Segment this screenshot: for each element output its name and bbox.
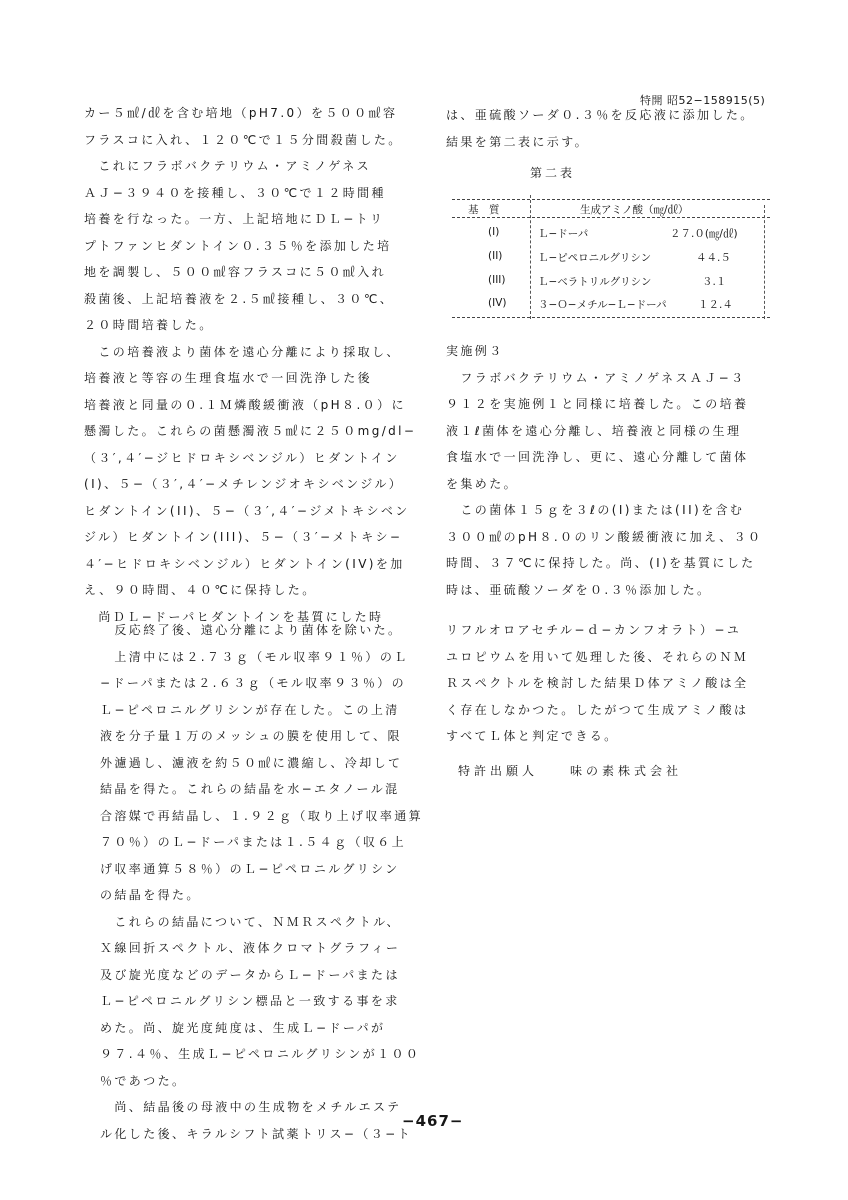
table-row-id: (II) (488, 250, 503, 262)
table-header-substrate: 基 質 (468, 204, 500, 216)
table-row-value: ３.１ (702, 276, 727, 288)
table-title: 第二表 (530, 166, 576, 180)
text-line: Ｒスペクトルを検討した結果Ｄ体アミノ酸は全 (446, 676, 749, 690)
text-line: 及び旋光度などのデータからＬ−ドーパまたは (100, 967, 400, 982)
table-row-id: (I) (488, 226, 500, 238)
text-line: ９７.４％、生成Ｌ−ピペロニルグリシンが１００ (100, 1047, 421, 1061)
text-line: プトファンヒダントイン０.３５％を添加した培 (84, 238, 392, 253)
text-line: めた。尚、旋光度純度は、生成Ｌ−ドーパが (100, 1020, 386, 1035)
table-divider (764, 205, 765, 319)
bottom-left-column (100, 617, 430, 1147)
table-rule (452, 317, 770, 318)
text-line: これにフラボバクテリウム・アミノゲネス (84, 159, 372, 173)
text-line: え、９０時間、４０℃に保持した。 (84, 583, 317, 597)
text-line: Ｌ−ピペロニルグリシン標品と一致する事を求 (100, 994, 400, 1008)
text-line: 尚、結晶後の母液中の生成物をメチルエステ (100, 1100, 402, 1114)
text-line: 殺菌後、上記培養液を２.５㎖接種し、３０℃、 (84, 291, 395, 306)
text-line: ２０時間培養した。 (84, 318, 214, 332)
text-line: 培養を行なった。一方、上記培地にＤＬ−トリ (84, 212, 385, 226)
example3-section (446, 338, 776, 603)
text-line: 外濾過し、濾液を約５０㎖に濃縮し、冷却して (100, 755, 403, 770)
table-row-value: １２.４ (698, 299, 733, 311)
table-row-name: Ｌ−ドーパ (538, 228, 589, 240)
text-line: これらの結晶について、ＮＭＲスペクトル、 (100, 914, 401, 929)
table-rule (452, 217, 770, 218)
bottom-right-column (446, 617, 776, 750)
text-line: 合溶媒で再結晶し、１.９２ｇ（取り上げ収率通算 (100, 808, 424, 823)
text-line: フラボバクテリウム・アミノゲネスＡＪ−３ (446, 370, 746, 385)
text-line: ヒダントイン(II)、５−（３′,４′−ジメトキシベン (84, 503, 410, 518)
text-line: ル化した後、キラルシフト試薬トリス−（３−ト (100, 1126, 413, 1141)
text-line: Ｘ線回折スペクトル、液体クロマトグラフィー (100, 941, 401, 955)
text-line: 液を分子量１万のメッシュの膜を使用して、限 (100, 729, 402, 743)
text-line: 反応終了後、遠心分離により菌体を除いた。 (100, 623, 403, 637)
text-line: すべてＬ体と判定できる。 (446, 729, 619, 743)
table-rule (452, 199, 770, 200)
table-row-id: (IV) (488, 297, 507, 309)
text-line: Ｌ−ピペロニルグリシンが存在した。この上清 (100, 702, 400, 717)
text-line: ユロピウムを用いて処理した後、それらのＮＭ (446, 649, 749, 664)
applicant-signature: 特許出願人 味の素株式会社 (458, 764, 683, 778)
text-line: 結果を第二表に示す。 (446, 134, 590, 149)
text-line: ７０％）のＬ−ドーパまたは１.５４ｇ（収６上 (100, 835, 407, 849)
text-line: 時間、３７℃に保持した。尚、(I)を基質にした (446, 556, 756, 570)
amino-acid-table (452, 195, 770, 319)
text-line: ４′−ヒドロキシベンジル）ヒダントイン(IV)を加 (84, 556, 405, 571)
text-line: は、亜硫酸ソーダ０.３％を反応液に添加した。 (446, 108, 755, 122)
text-line: ジル）ヒダントイン(III)、５−（３′−メトキシ− (84, 530, 403, 544)
text-line: カー５㎖/㎗を含む培地（pH7.0）を５００㎖容 (84, 106, 398, 120)
text-line: −ドーパまたは２.６３ｇ（モル収率９３％）の (100, 676, 407, 690)
top-right-intro (446, 102, 776, 155)
text-line: 食塩水で一回洗浄し、更に、遠心分離して菌体 (446, 450, 749, 464)
text-line: この培養液より菌体を遠心分離により採取し、 (84, 344, 401, 359)
table-row-value: ４４.５ (696, 252, 731, 264)
top-left-column (84, 100, 417, 630)
text-line: ％であつた。 (100, 1073, 187, 1088)
table-header-product: 生成アミノ酸（㎎/㎗） (580, 204, 689, 216)
text-line: 液１ℓ菌体を遠心分離し、培養液と同様の生理 (446, 423, 742, 438)
example-heading: 実施例３ (446, 344, 504, 358)
text-line: リフルオロアセチル−ｄ−カンフオラト）−ユ (446, 623, 742, 637)
text-line: を集めた。 (446, 476, 519, 491)
text-line: ３００㎖のpH８.０のリン酸緩衝液に加え、３０ (446, 529, 763, 544)
text-line: この菌体１５ｇを３ℓの(I)または(II)を含む (446, 503, 745, 517)
table-row-value: ２７.０(㎎/㎗) (670, 228, 738, 240)
table-row-id: (III) (488, 274, 506, 286)
text-line: 時は、亜硫酸ソーダを０.３％添加した。 (446, 582, 712, 597)
page-number: −467− (402, 1112, 464, 1130)
text-line: （３′,４′−ジヒドロキシベンジル）ヒダントイン (84, 450, 400, 465)
text-line: く存在しなかつた。したがつて生成アミノ酸は (446, 702, 749, 717)
table-divider (530, 195, 531, 319)
text-line: 地を調製し、５００㎖容フラスコに５０㎖入れ (84, 265, 387, 279)
text-line: 培養液と等容の生理食塩水で一回洗浄した後 (84, 371, 373, 385)
text-line: の結晶を得た。 (100, 888, 201, 902)
table-row-name: Ｌ−ピペロニルグリシン (538, 252, 652, 264)
text-line: げ収率通算５８％）のＬ−ピペロニルグリシン (100, 861, 400, 876)
text-line: 上清中には２.７３ｇ（モル収率９１％）のＬ (100, 649, 409, 664)
publication-reference: 特開 昭52−158915(5) (640, 94, 766, 107)
text-line: 培養液と同量の０.１Ｍ燐酸緩衝液（pH８.０）に (84, 397, 406, 412)
table-row-name: ３−Ｏ−メチル−Ｌ−ドーパ (538, 299, 667, 311)
text-line: ９１２を実施例１と同様に培養した。この培養 (446, 397, 749, 411)
table-row-name: Ｌ−ベラトリルグリシン (538, 276, 652, 288)
text-line: 尚ＤＬ−ドーパヒダントインを基質にした時 (84, 609, 384, 624)
text-line: (I)、５−（３′,４′−メチレンジオキシベンジル） (84, 477, 404, 491)
text-line: フラスコに入れ、１２０℃で１５分間殺菌した。 (84, 132, 403, 147)
text-line: ＡＪ−３９４０を接種し、３０℃で１２時間種 (84, 185, 386, 200)
text-line: 懸濁した。これらの菌懸濁液５㎖に２５０mg/dl− (84, 424, 417, 438)
text-line: 結晶を得た。これらの結晶を水−エタノール混 (100, 782, 400, 796)
